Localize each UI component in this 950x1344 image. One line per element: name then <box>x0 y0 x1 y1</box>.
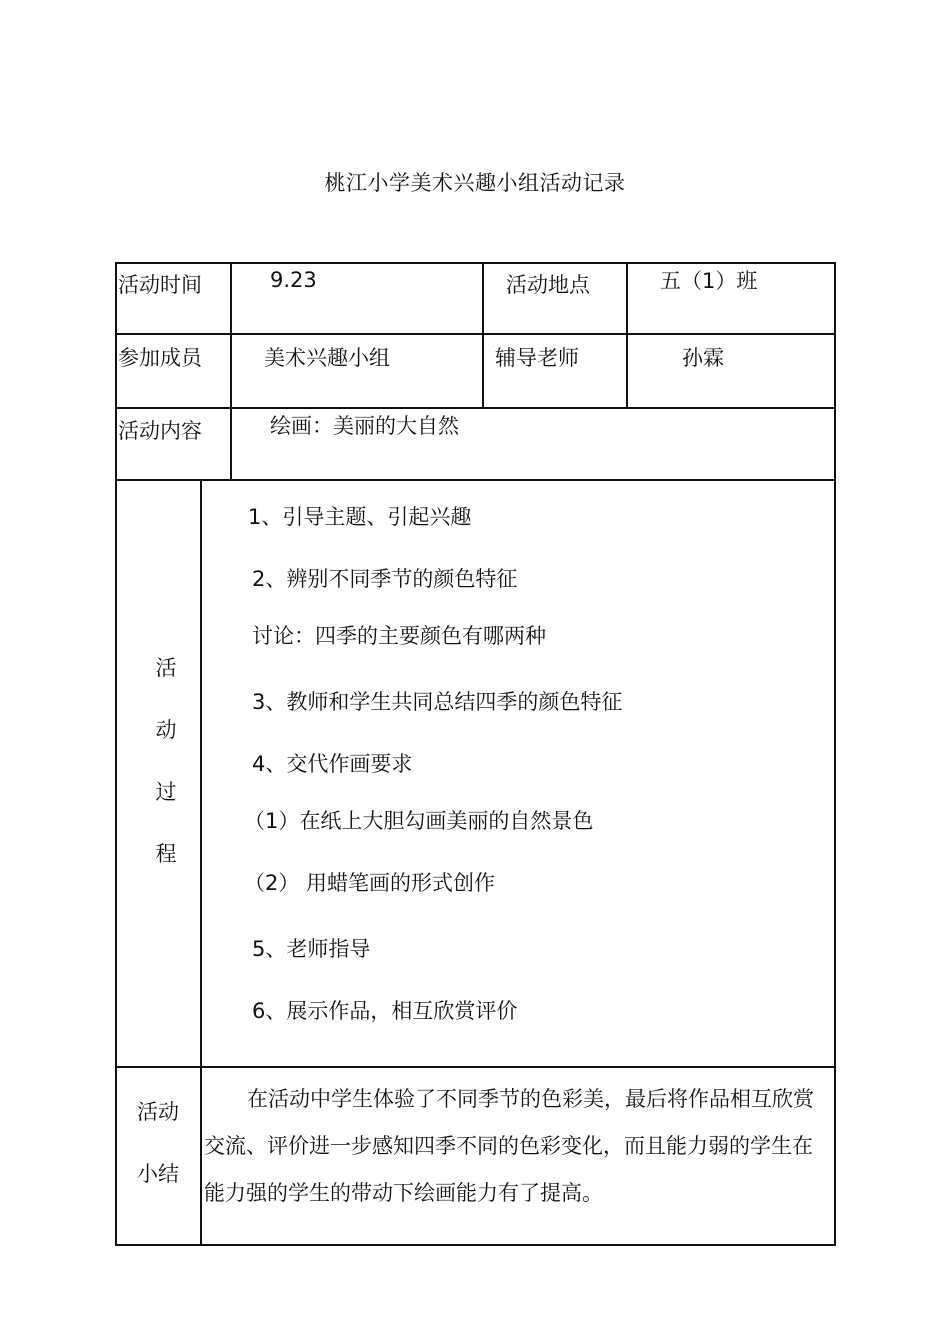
teacher-value: 孙霖 <box>682 346 724 370</box>
summary-text: 在活动中学生体验了不同季节的色彩美，最后将作品相互欣赏交流、评价进一步感知四季不同的色彩变化，而且能力弱的学生在能力强的学生的带动下绘画能力有了提高。 <box>204 1087 814 1205</box>
summary-label-line1: 活动 <box>137 1100 179 1124</box>
table-border-bottom <box>115 1244 836 1246</box>
table-border-right <box>834 262 836 1246</box>
activity-place-label: 活动地点 <box>506 273 590 297</box>
process-label-char: 活 <box>155 656 177 680</box>
process-step: 4、交代作画要求 <box>252 752 413 776</box>
content-value: 绘画：美丽的大自然 <box>270 414 459 438</box>
activity-place-value: 五（1）班 <box>660 269 758 293</box>
row-divider <box>115 333 836 335</box>
process-label <box>146 657 186 905</box>
activity-time-value: 9.23 <box>270 268 317 292</box>
members-label: 参加成员 <box>118 346 202 370</box>
column-divider <box>200 479 202 1246</box>
column-divider <box>626 262 628 409</box>
process-label-char: 程 <box>155 842 177 866</box>
table-border-left <box>115 262 117 1246</box>
process-label-char: 过 <box>155 780 177 804</box>
process-step: （2） 用蜡笔画的形式创作 <box>244 871 496 895</box>
row-divider <box>115 479 836 481</box>
table-border-top <box>115 262 836 264</box>
summary-label-line2: 小结 <box>137 1162 179 1186</box>
page-title: 桃江小学美术兴趣小组活动记录 <box>324 171 626 195</box>
process-step: 2、辨别不同季节的颜色特征 <box>252 567 518 591</box>
process-step: 1、引导主题、引起兴趣 <box>248 505 472 529</box>
members-value: 美术兴趣小组 <box>264 346 390 370</box>
process-label-char: 动 <box>155 718 177 742</box>
row-divider <box>115 407 836 409</box>
row-divider <box>115 1066 836 1068</box>
activity-time-label: 活动时间 <box>118 273 202 297</box>
column-divider <box>230 262 232 481</box>
process-step: （1）在纸上大胆勾画美丽的自然景色 <box>244 809 594 833</box>
process-step: 3、教师和学生共同总结四季的颜色特征 <box>252 690 623 714</box>
content-label: 活动内容 <box>118 419 202 443</box>
process-step: 讨论：四季的主要颜色有哪两种 <box>252 624 546 648</box>
process-step: 5、老师指导 <box>252 937 371 961</box>
process-step: 6、展示作品，相互欣赏评价 <box>252 999 518 1023</box>
teacher-label: 辅导老师 <box>495 346 579 370</box>
column-divider <box>482 262 484 409</box>
